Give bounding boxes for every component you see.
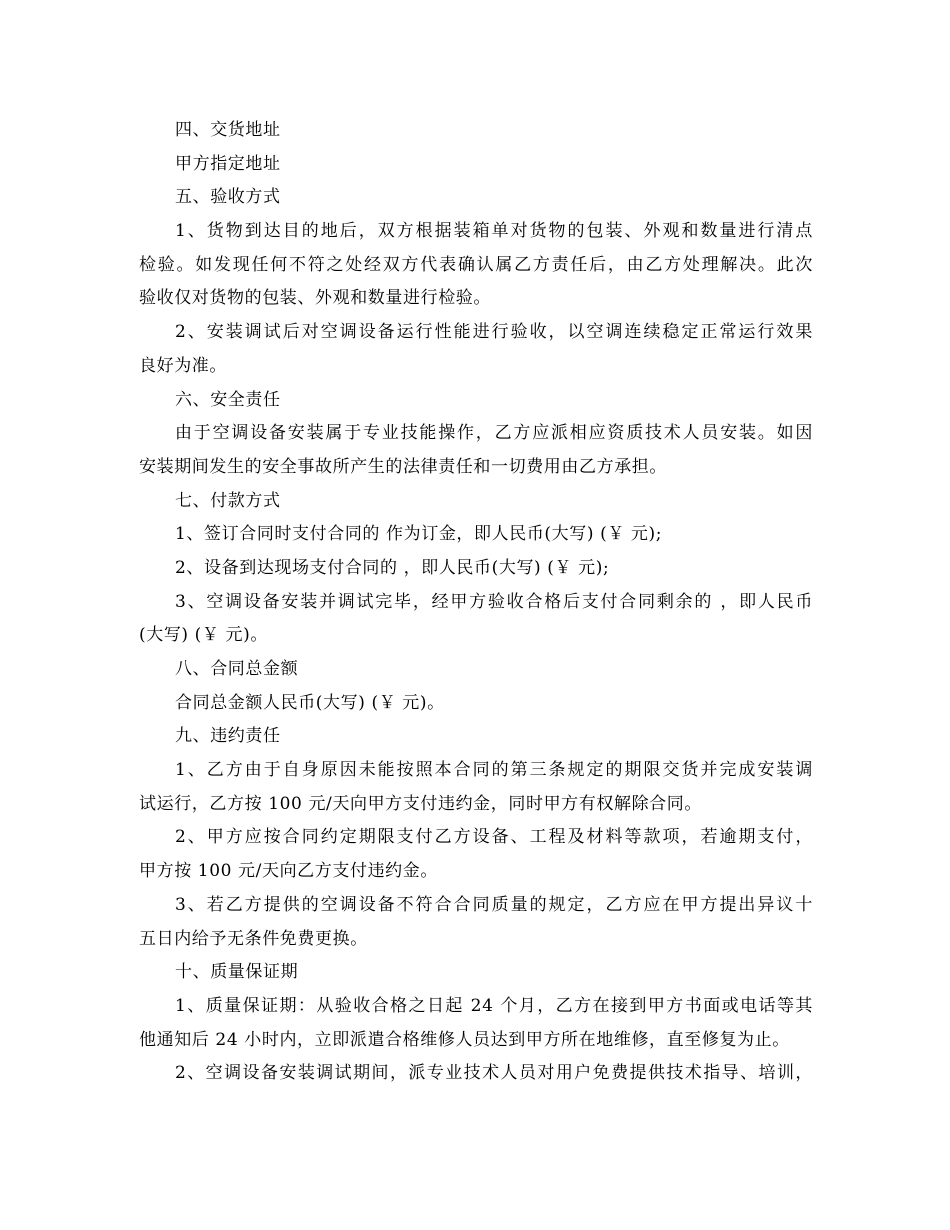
- paragraph-line: (大写) (￥ 元)。: [139, 625, 268, 646]
- paragraph-line: 2、设备到达现场支付合同的 ，即人民币(大写) (￥ 元);: [175, 557, 610, 578]
- paragraph-line: 合同总金额人民币(大写) (￥ 元)。: [175, 692, 445, 713]
- document-page: [139, 114, 813, 1091]
- paragraph-line: 检验。如发现任何不符之处经双方代表确认属乙方责任后，由乙方处理解决。此次: [139, 254, 813, 275]
- heading-delivery-address: 四、交货地址: [175, 120, 281, 140]
- paragraph-line: 3、空调设备安装并调试完毕，经甲方验收合格后支付合同剩余的 ，即人民币: [175, 591, 813, 612]
- paragraph-line: 3、若乙方提供的空调设备不符合合同质量的规定，乙方应在甲方提出异议十: [175, 894, 813, 915]
- paragraph-line: 五日内给予无条件免费更换。: [139, 928, 368, 949]
- paragraph-line: 良好为准。: [139, 355, 227, 376]
- paragraph-line: 1、货物到达目的地后，双方根据装箱单对货物的包装、外观和数量进行清点: [175, 221, 813, 242]
- paragraph-line: 试运行，乙方按 100 元/天向甲方支付违约金，同时甲方有权解除合同。: [139, 793, 702, 814]
- paragraph-line: 他通知后 24 小时内，立即派遣合格维修人员达到甲方所在地维修，直至修复为止。: [139, 1029, 790, 1050]
- heading-warranty-period: 十、质量保证期: [175, 962, 299, 983]
- heading-contract-total: 八、合同总金额: [175, 659, 299, 679]
- heading-safety-responsibility: 六、安全责任: [175, 389, 281, 410]
- paragraph-line: 1、签订合同时支付合同的 作为订金，即人民币(大写) (￥ 元);: [175, 524, 663, 545]
- paragraph-line: 2、安装调试后对空调设备运行性能进行验收，以空调连续稳定正常运行效果: [175, 322, 813, 343]
- paragraph-line: 2、空调设备安装调试期间，派专业技术人员对用户免费提供技术指导、培训，: [175, 1063, 813, 1084]
- paragraph-line: 验收仅对货物的包装、外观和数量进行检验。: [139, 288, 491, 309]
- paragraph-line: 甲方指定地址: [175, 153, 281, 174]
- paragraph-line: 1、质量保证期：从验收合格之日起 24 个月，乙方在接到甲方书面或电话等其: [175, 995, 813, 1016]
- paragraph-line: 甲方按 100 元/天向乙方支付违约金。: [139, 861, 438, 882]
- paragraph-line: 由于空调设备安装属于专业技能操作，乙方应派相应资质技术人员安装。如因: [175, 423, 813, 444]
- paragraph-line: 2、甲方应按合同约定期限支付乙方设备、工程及材料等款项，若逾期支付，: [175, 827, 813, 848]
- paragraph-line: 安装期间发生的安全事故所产生的法律责任和一切费用由乙方承担。: [139, 456, 667, 477]
- heading-breach-liability: 九、违约责任: [175, 726, 281, 747]
- heading-payment-method: 七、付款方式: [175, 490, 281, 511]
- heading-acceptance-method: 五、验收方式: [175, 187, 281, 208]
- paragraph-line: 1、乙方由于自身原因未能按照本合同的第三条规定的期限交货并完成安装调: [175, 760, 813, 781]
